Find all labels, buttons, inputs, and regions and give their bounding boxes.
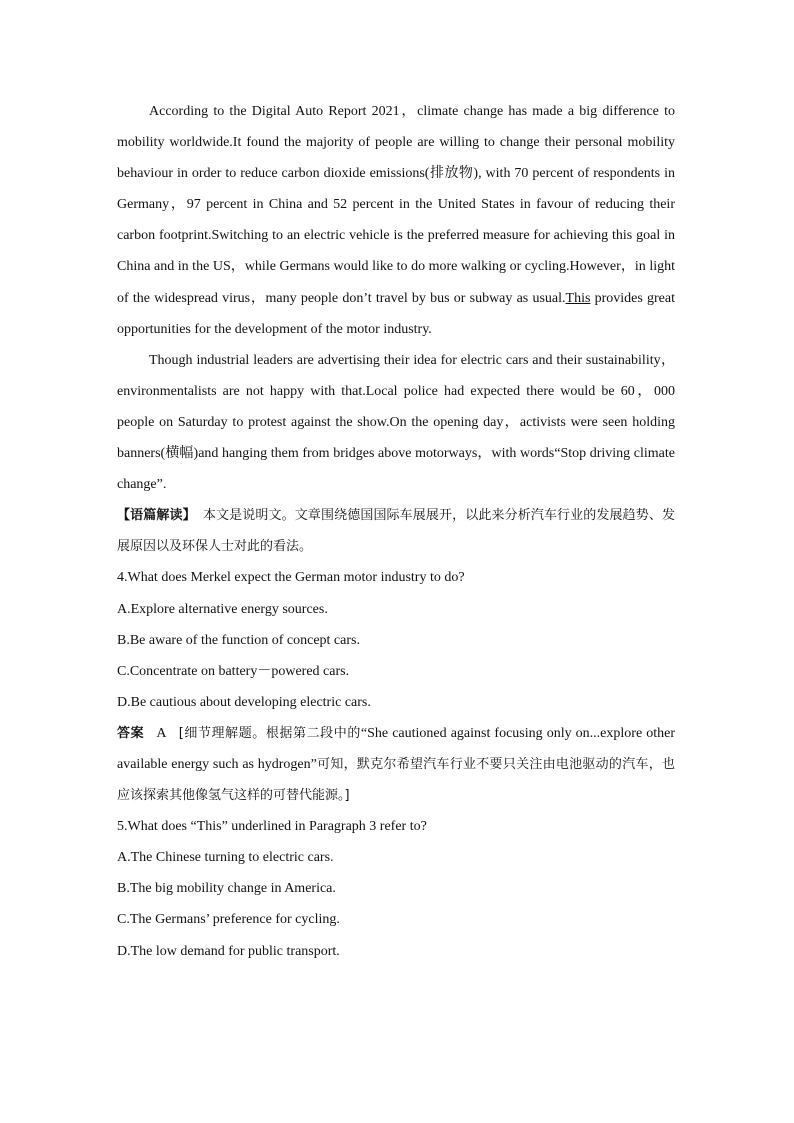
- passage-paragraph-1-text: According to the Digital Auto Report 2021，climate change has made a big difference to mobility worldwide.It found the majority of people are willing to change their personal mobility behaviour in order to reduce carbon dioxide emissions(排放物), with 70 percent of respondents in Germany，97 percent in China and 52 percent in the United States in favour of reducing their carbon footprint.Switching to an electric vehicle is the preferred measure for achieving this goal in China and in the US，while Germans would like to do more walking or cycling.However，in light of the widespread virus，many people don’t travel by bus or subway as usual.: [117, 104, 675, 306]
- text-block: [117, 96, 675, 967]
- question-4-stem: 4.What does Merkel expect the German motor industry to do?: [117, 570, 465, 586]
- answer-explanation-end: 可知，默克尔希望汽车行业不要只关注由电池驱动的汽车，也应该探索其他像氢气这样的可替代能源。]: [117, 756, 675, 804]
- question-5-option-d: D.The low demand for public transport.: [117, 943, 340, 959]
- passage-paragraph-1: [117, 96, 675, 345]
- passage-analysis: [117, 500, 675, 562]
- underlined-this: This: [565, 290, 591, 306]
- answer-explanation-start: [细节理解题。根据第二段中的: [178, 725, 361, 741]
- analysis-text: 本文是说明文。文章围绕德国国际车展展开，以此来分析汽车行业的发展趋势、发展原因以及环保人士对此的看法。: [117, 508, 675, 555]
- question-4-option-a: A.Explore alternative energy sources.: [117, 601, 328, 617]
- answer-letter: A: [156, 725, 167, 741]
- answer-explanation-quote: “She cautioned against focusing only on...explore other available energy such as hydrogen”: [117, 725, 676, 772]
- question-4-option-b: B.Be aware of the function of concept cars.: [117, 632, 360, 648]
- passage-paragraph-1-end: provides great opportunities for the development of the motor industry.: [117, 290, 675, 337]
- question-5-stem: 5.What does “This” underlined in Paragraph 3 refer to?: [117, 819, 427, 835]
- question-5-option-b: B.The big mobility change in America.: [117, 881, 336, 897]
- question-4-answer: [117, 718, 675, 811]
- analysis-label: 【语篇解读】: [117, 508, 196, 524]
- question-5-option-a: A.The Chinese turning to electric cars.: [117, 850, 334, 866]
- question-5-option-c: C.The Germans’ preference for cycling.: [117, 912, 340, 928]
- answer-label: 答案: [117, 725, 145, 741]
- question-4-option-d: D.Be cautious about developing electric cars.: [117, 694, 371, 710]
- passage-paragraph-2: Though industrial leaders are advertising their idea for electric cars and their sustainability，environmentalists are not happy with that.Local police had expected there would be 60，000 people on Saturday to protest against the show.On the opening day，activists were seen holding banners(横幅)and hanging them from bridges above motorways，with words“Stop driving climate change”.: [117, 352, 675, 493]
- question-4-option-c: C.Concentrate on battery－powered cars.: [117, 663, 350, 679]
